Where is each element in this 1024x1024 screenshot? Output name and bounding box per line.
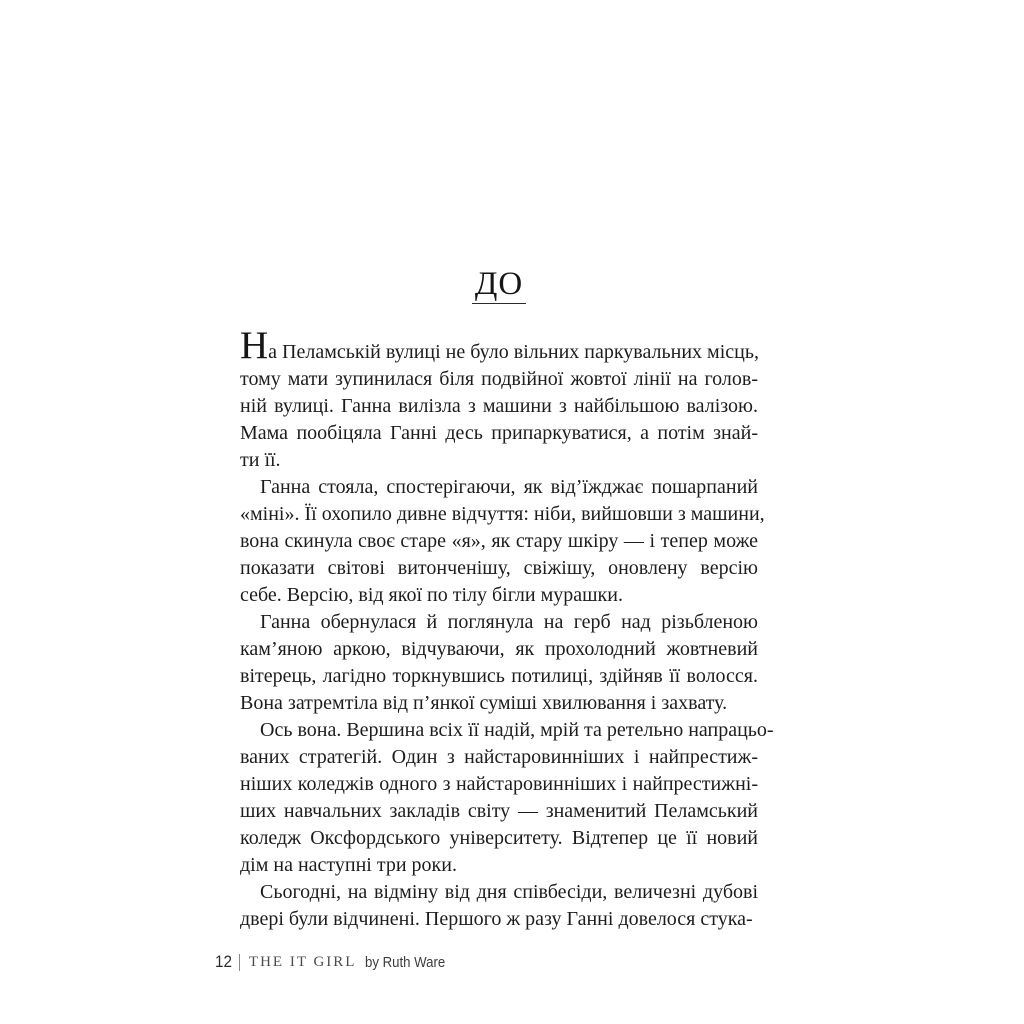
text-line: дім на наступні три роки. [240, 854, 457, 876]
text-line: ти її. [240, 449, 281, 471]
text-line: двері були відчинені. Першого ж разу Ганні довелося стука- [240, 908, 753, 930]
text-line: ній вулиці. Ганна вилізла з машини з найбільшою валізою. [240, 395, 758, 417]
text-line: коледж Оксфордського університету. Відтепер це її новий [240, 827, 758, 849]
text-line: Ганна стояла, спостерігаючи, як від’їжджає пошарпаний [260, 476, 758, 498]
text-line: Сьогодні, на відміну від дня співбесіди, величезні дубові [260, 881, 758, 903]
text-line: себе. Версію, від якої по тілу бігли мурашки. [240, 584, 623, 606]
chapter-heading-text: ДО [472, 268, 526, 304]
text-line: кам’яною аркою, відчуваючи, як прохолодний жовтневий [240, 638, 758, 660]
body-text [240, 324, 774, 933]
text-line: Вона затремтіла від п’янкої суміші хвилювання і захвату. [240, 692, 728, 714]
paragraph [240, 609, 758, 717]
text-line: ших навчальних закладів світу — знаменитий Пеламський [240, 800, 758, 822]
text-line: На Пеламській вулиці не було вільних паркувальних місць, [240, 324, 759, 367]
raised-initial-letter: Н [240, 324, 269, 367]
text-line: тому мати зупинилася біля подвійної жовтої лінії на голов- [240, 368, 758, 390]
text-line: Ось вона. Вершина всіх її надій, мрій та ретельно напрацьо- [260, 719, 774, 741]
text-line: «міні». Її охопило дивне відчуття: ніби, вийшовши з машини, [240, 503, 765, 525]
book-title: THE IT GIRL [248, 953, 357, 970]
chapter-heading [240, 268, 758, 304]
paragraph [240, 474, 765, 609]
footer-separator-bar [239, 954, 240, 971]
text-line: вітерець, лагідно торкнувшись потилиці, здійняв її волосся. [240, 665, 758, 687]
text-line: Ганна обернулася й поглянула на герб над різьбленою [260, 611, 758, 633]
page-footer [215, 952, 457, 972]
paragraph [240, 879, 758, 933]
text-line: ваних стратегій. Один з найстаровинніших і найпрестиж- [240, 746, 758, 768]
page-content [240, 266, 774, 933]
paragraph [240, 717, 774, 879]
text-line: ніших коледжів одного з найстаровинніших і найпрестижні- [240, 773, 758, 795]
page-number: 12 [215, 952, 233, 971]
text-line: показати світові витонченішу, свіжішу, оновлену версію [240, 557, 758, 579]
text-line: вона скинула своє старе «я», як стару шкіру — і тепер може [240, 530, 758, 552]
paragraph [240, 324, 759, 474]
author-byline: by Ruth Ware [365, 953, 446, 971]
text-line: Мама пообіцяла Ганні десь припаркуватися, а потім знай- [240, 422, 758, 444]
